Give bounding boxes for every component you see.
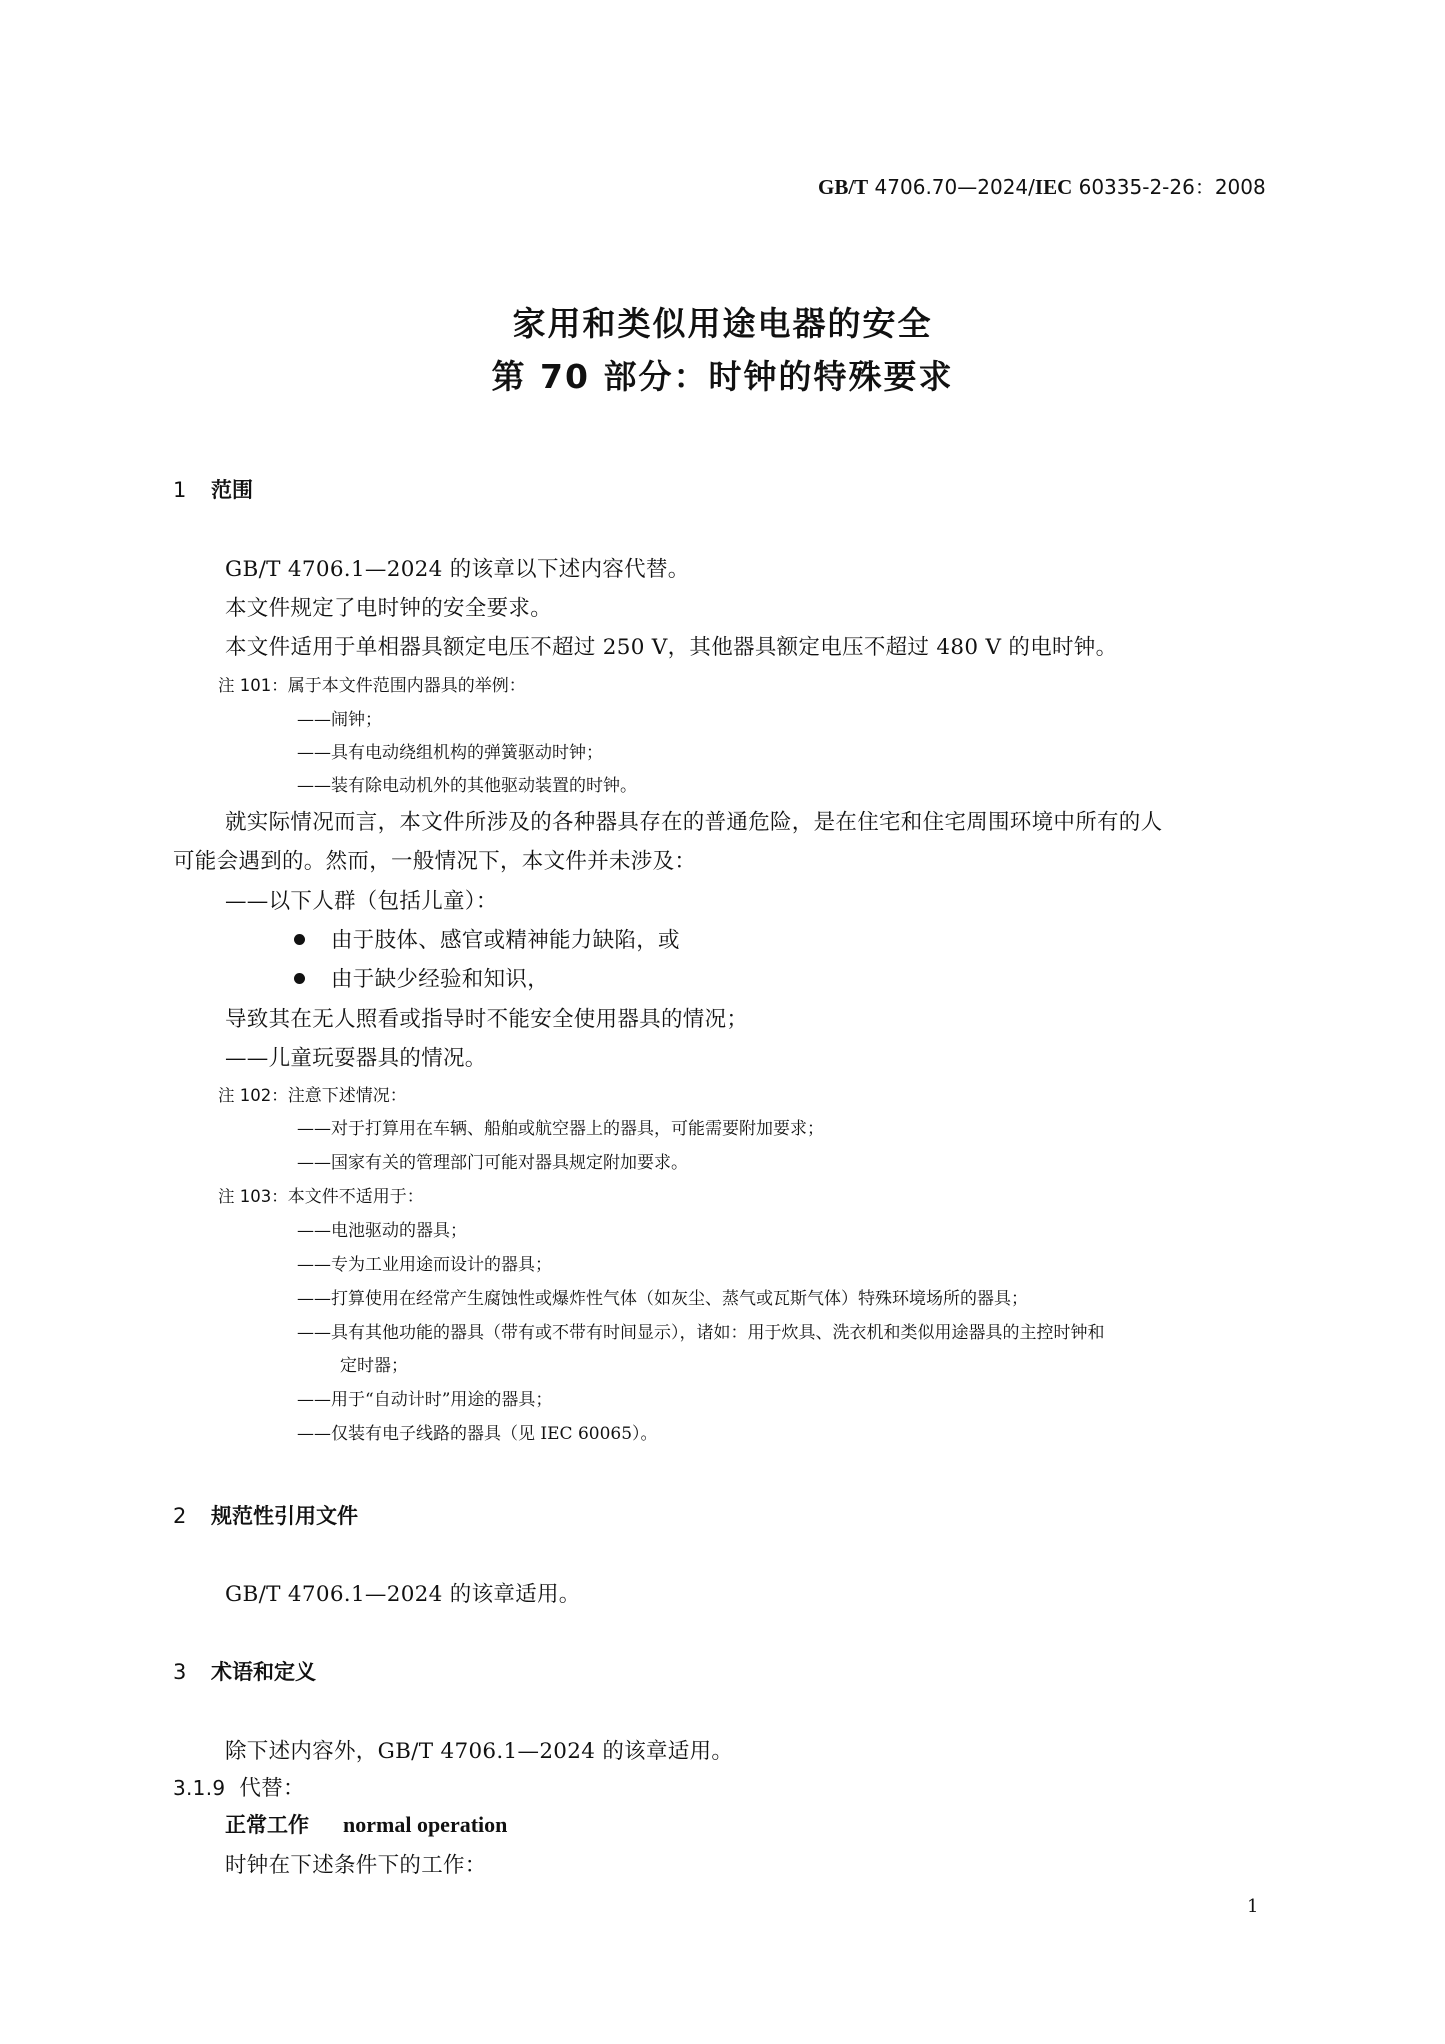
clause-3-1-9: 3.1.9 代替：	[173, 1776, 305, 1801]
dash-item: ——以下人群（包括儿童）：	[225, 889, 498, 914]
dash-item: ——儿童玩耍器具的情况。	[225, 1046, 487, 1071]
paragraph: 时钟在下述条件下的工作：	[225, 1853, 487, 1878]
bullet-dot-icon	[294, 973, 305, 984]
section-1-heading: 1 范围	[173, 478, 253, 502]
title-line-1: 家用和类似用途电器的安全	[512, 304, 933, 343]
note-list-item: ——国家有关的管理部门可能对器具规定附加要求。	[297, 1153, 688, 1173]
document-code: GB/T 4706.70—2024/IEC 60335-2-26：2008	[818, 175, 1266, 199]
section-3-heading: 3 术语和定义	[173, 1660, 316, 1684]
paragraph: 除下述内容外，GB/T 4706.1—2024 的该章适用。	[225, 1739, 734, 1764]
term-entry: 正常工作 normal operation	[225, 1812, 508, 1837]
page-number: 1	[1247, 1896, 1259, 1917]
note-101: 注 101：属于本文件范围内器具的举例：	[218, 676, 526, 696]
bullet-item: 由于肢体、感官或精神能力缺陷，或	[294, 923, 680, 954]
paragraph: 导致其在无人照看或指导时不能安全使用器具的情况；	[225, 1007, 749, 1032]
paragraph: 本文件规定了电时钟的安全要求。	[225, 596, 553, 621]
note-list-item: ——专为工业用途而设计的器具；	[297, 1255, 552, 1275]
note-list-item: ——对于打算用在车辆、船舶或航空器上的器具，可能需要附加要求；	[297, 1119, 824, 1139]
note-102: 注 102：注意下述情况：	[218, 1086, 407, 1106]
bullet-dot-icon	[294, 934, 305, 945]
note-list-item: ——用于“自动计时”用途的器具；	[297, 1390, 553, 1410]
bullet-item: 由于缺少经验和知识，	[294, 962, 549, 993]
paragraph: 就实际情况而言，本文件所涉及的各种器具存在的普通危险，是在住宅和住宅周围环境中所有的人	[225, 810, 1163, 835]
note-list-item: ——闹钟；	[297, 710, 382, 730]
note-list-item: ——电池驱动的器具；	[297, 1221, 467, 1241]
paragraph: 本文件适用于单相器具额定电压不超过 250 V，其他器具额定电压不超过 480 V 的电时钟。	[225, 635, 1118, 660]
section-2-heading: 2 规范性引用文件	[173, 1504, 358, 1528]
note-list-item: ——仅装有电子线路的器具（见 IEC 60065）。	[297, 1424, 658, 1444]
paragraph: GB/T 4706.1—2024 的该章以下述内容代替。	[225, 557, 690, 582]
note-list-item: ——装有除电动机外的其他驱动装置的时钟。	[297, 776, 637, 796]
note-list-item: ——打算使用在经常产生腐蚀性或爆炸性气体（如灰尘、蒸气或瓦斯气体）特殊环境场所的器具；	[297, 1289, 1028, 1309]
note-list-item: ——具有其他功能的器具（带有或不带有时间显示），诸如：用于炊具、洗衣机和类似用途器具的主控时钟和	[297, 1323, 1105, 1343]
note-list-item-continuation: 定时器；	[340, 1356, 408, 1376]
note-103: 注 103：本文件不适用于：	[218, 1187, 424, 1207]
note-list-item: ——具有电动绕组机构的弹簧驱动时钟；	[297, 743, 603, 763]
paragraph: 可能会遇到的。然而，一般情况下，本文件并未涉及：	[173, 849, 697, 874]
paragraph: GB/T 4706.1—2024 的该章适用。	[225, 1582, 581, 1607]
title-line-2: 第 70 部分：时钟的特殊要求	[491, 357, 954, 396]
